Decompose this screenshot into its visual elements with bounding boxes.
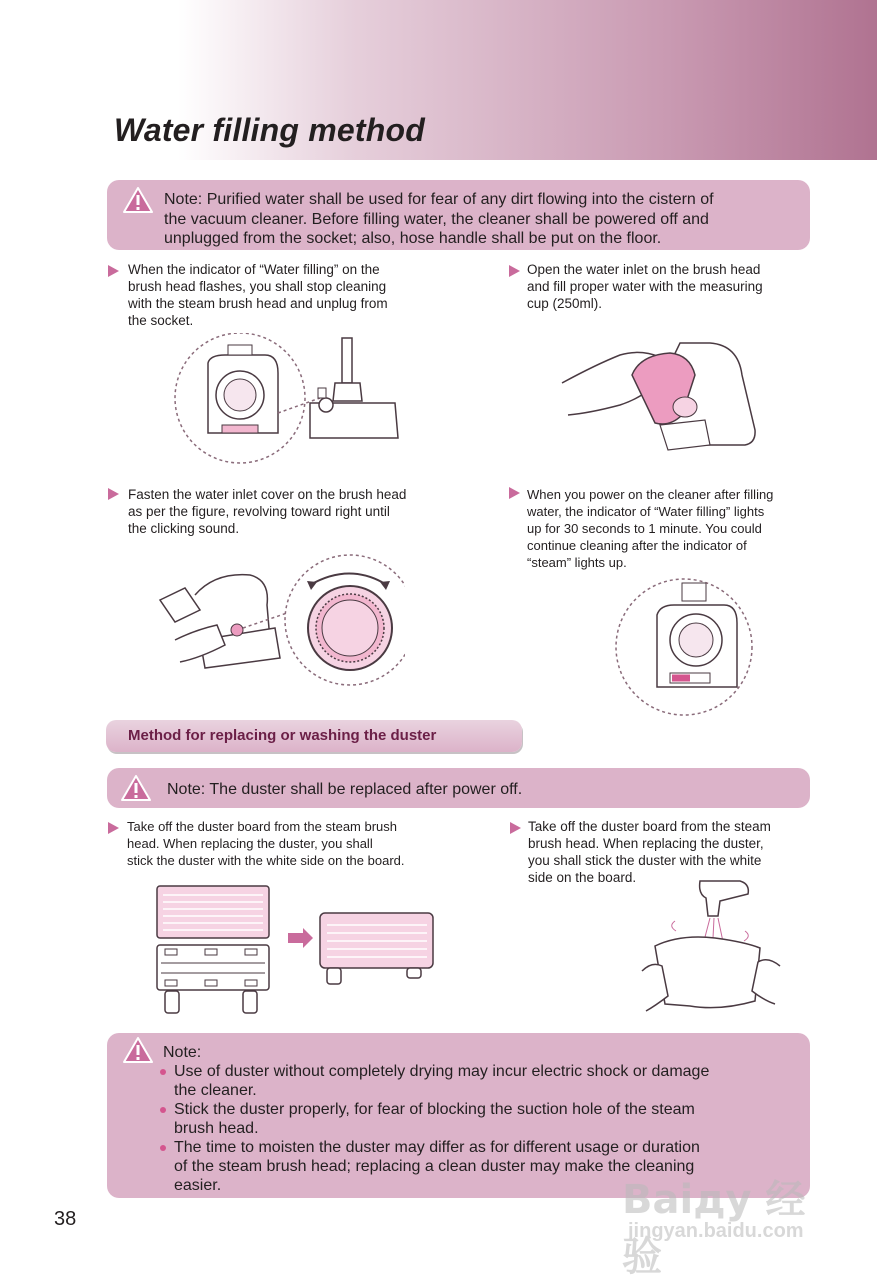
step-line: with the steam brush head and unplug from [128,296,388,311]
bullet-icon [160,1069,166,1075]
step-line: side on the board. [528,870,637,885]
watermark-logo: Baiду 经验 [622,1177,806,1280]
step-4-text [527,486,827,571]
steam-indicator-figure [612,575,762,720]
step-1-text [128,261,458,329]
note-top-text [164,190,804,249]
step-line: as per the figure, revolving toward right until [128,504,390,519]
bullet-icon [160,1145,166,1151]
page-number: 38 [54,1208,77,1230]
bullet-line: the cleaner. [174,1082,257,1099]
step-2-text [527,261,827,312]
warning-icon [122,186,154,214]
page-title: Water filling method [114,112,425,148]
step-line: and fill proper water with the measuring [527,279,763,294]
step-line: Fasten the water inlet cover on the brush head [128,487,407,502]
duster-step-1-text [127,818,467,869]
note-bullet-item [160,1062,800,1100]
duster-board-figure [155,883,440,1018]
watermark-url: jingyan.baidu.com [628,1220,804,1242]
bullet-line: Stick the duster properly, for fear of blocking the suction hole of the steam [174,1101,695,1118]
bullet-line: of the steam brush head; replacing a clean duster may make the cleaning [174,1158,695,1175]
baidu-jingyan-watermark [622,1168,827,1280]
step-line: cup (250ml). [527,296,603,311]
step-line: brush head flashes, you shall stop cleaning [128,279,387,294]
step-line: brush head. When replacing the duster, [528,836,764,851]
step-line: the socket. [128,313,194,328]
step-line: stick the duster with the white side on the board. [127,853,405,868]
fill-water-cup-figure [560,335,760,455]
step-line: up for 30 seconds to 1 minute. You could [527,521,762,536]
note-bullet-item [160,1100,800,1138]
arrow-icon [509,265,520,277]
bullet-line: easier. [174,1177,222,1194]
note-bottom-heading: Note: [163,1044,202,1061]
step-line: you shall stick the duster with the white [528,853,762,868]
brush-head-indicator-figure [170,333,410,468]
arrow-icon [510,822,521,834]
step-line: water, the indicator of “Water filling” lights [527,504,765,519]
note-mid-text: Note: The duster shall be replaced after power off. [167,781,523,798]
bullet-icon [160,1107,166,1113]
arrow-icon [509,487,520,499]
arrow-icon [108,488,119,500]
section-label: Method for replacing or washing the duster [128,727,437,744]
step-line: When the indicator of “Water filling” on the [128,262,380,277]
note-top-line: the vacuum cleaner. Before filling water, the cleaner shall be powered off and [164,210,709,228]
note-top-line: Note: Purified water shall be used for fear of any dirt flowing into the cistern of [164,191,714,208]
washing-duster-figure [640,876,785,1016]
step-line: the clicking sound. [128,521,240,536]
bullet-line: brush head. [174,1120,259,1137]
step-3-text [128,486,468,537]
step-line: When you power on the cleaner after filling [527,487,774,502]
arrow-icon [108,265,119,277]
bullet-line: Use of duster without completely drying may incur electric shock or damage [174,1063,710,1080]
fasten-cover-figure [155,550,405,690]
step-line: continue cleaning after the indicator of [527,538,747,553]
step-line: Take off the duster board from the steam brush [127,819,398,834]
arrow-icon [108,822,119,834]
section-header [106,720,522,752]
note-top-line: unplugged from the socket; also, hose handle shall be put on the floor. [164,230,662,247]
step-line: Open the water inlet on the brush head [527,262,761,277]
warning-icon [122,1036,154,1064]
step-line: head. When replacing the duster, you shall [127,836,373,851]
bullet-line: The time to moisten the duster may differ as for different usage or duration [174,1139,700,1156]
step-line: “steam” lights up. [527,555,627,570]
warning-icon [120,774,152,802]
step-line: Take off the duster board from the steam [528,819,771,834]
